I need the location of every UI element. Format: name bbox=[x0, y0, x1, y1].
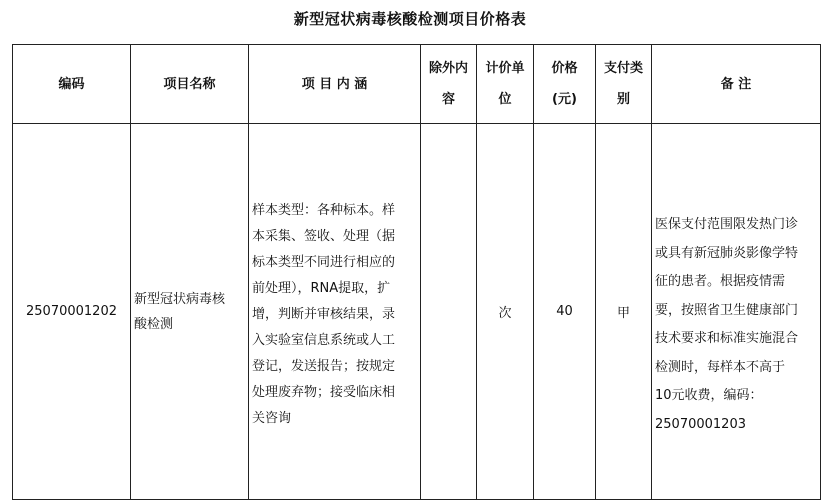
cell-exclusion bbox=[421, 124, 477, 500]
header-exclusion: 除外内 容 bbox=[421, 45, 477, 124]
header-code: 编码 bbox=[13, 45, 131, 124]
price-table bbox=[12, 44, 821, 500]
header-content: 项 目 内 涵 bbox=[249, 45, 421, 124]
cell-payment: 甲 bbox=[596, 124, 652, 500]
cell-remark: 医保支付范围限发热门诊 或具有新冠肺炎影像学特 征的患者。根据疫情需 要，按照省卫生健康部门 技术要求和标准实施混合 检测时，每样本不高于 10元收费，编码： 25070001203 bbox=[652, 124, 821, 500]
page-title: 新型冠状病毒核酸检测项目价格表 bbox=[293, 10, 527, 28]
table-row bbox=[13, 124, 821, 500]
table-header-row bbox=[13, 45, 821, 124]
header-price: 价格 (元) bbox=[534, 45, 596, 124]
header-payment: 支付类 别 bbox=[596, 45, 652, 124]
cell-content: 样本类型：各种标本。样 本采集、签收、处理（据 标本类型不同进行相应的 前处理），RNA提取，扩 增，判断并审核结果，录 入实验室信息系统或人工 登记，发送报告；按规定 处理废弃物；接受临床相 关咨询 bbox=[249, 124, 421, 500]
cell-unit: 次 bbox=[477, 124, 534, 500]
header-name: 项目名称 bbox=[131, 45, 249, 124]
header-remark: 备 注 bbox=[652, 45, 821, 124]
cell-price: 40 bbox=[534, 124, 596, 500]
header-unit: 计价单 位 bbox=[477, 45, 534, 124]
cell-name: 新型冠状病毒核 酸检测 bbox=[131, 124, 249, 500]
cell-code: 25070001202 bbox=[13, 124, 131, 500]
